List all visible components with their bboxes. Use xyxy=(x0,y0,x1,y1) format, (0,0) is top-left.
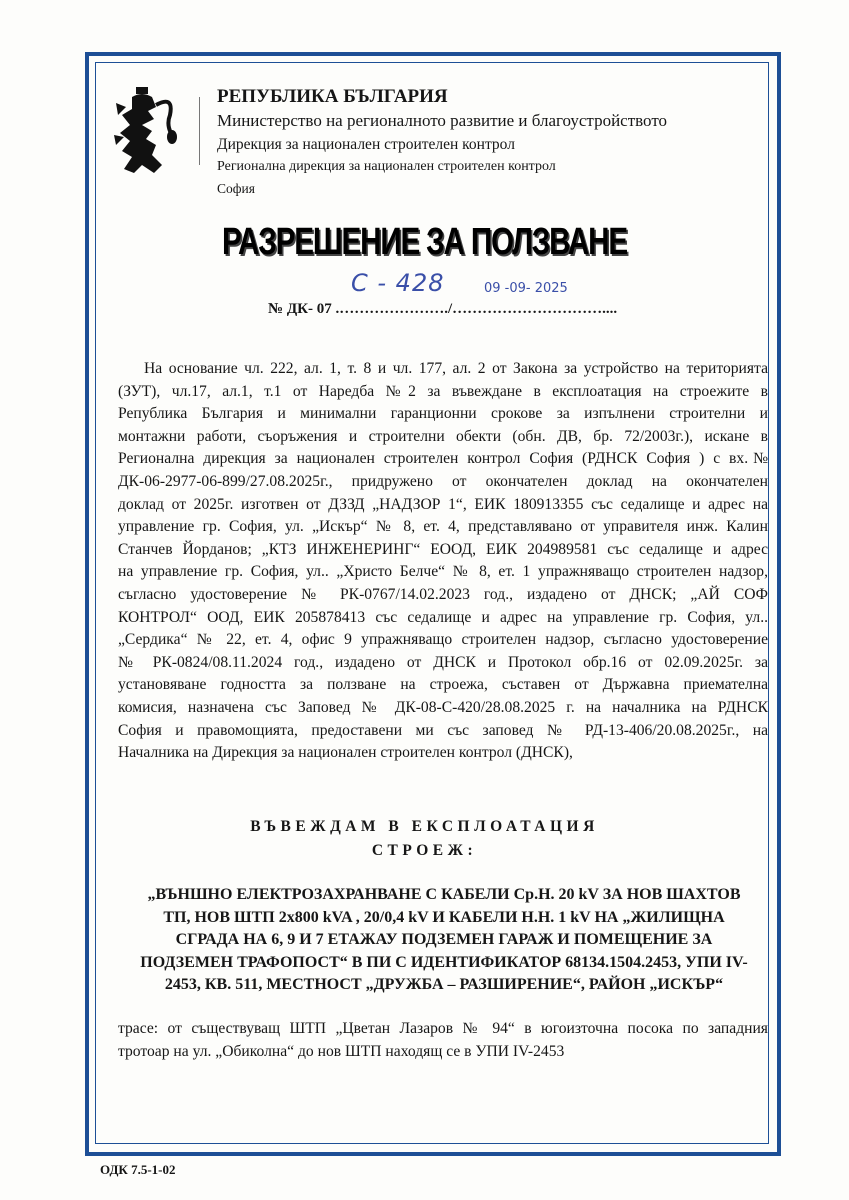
paragraph-line: съгласно удостоверение № РК-0767/14.02.2023 год., издадено от ДНСК; „АЙ СОФ xyxy=(118,585,768,603)
handwritten-number: С - 428 xyxy=(351,269,445,297)
object-title-line: „ВЪНШНО ЕЛЕКТРОЗАХРАНВАНЕ С КАБЕЛИ Ср.Н. 20 kV ЗА НОВ ШАХТОВ xyxy=(147,886,741,903)
directorate-name: Дирекция за национален строителен контрол xyxy=(217,136,515,153)
regional-directorate-name: Регионална дирекция за национален строителен контрол xyxy=(217,159,556,174)
paragraph-line: монтажни работи, съоръжения и строителни обекти (обн. ДВ, бр. 72/2003г.), искане в xyxy=(118,427,768,445)
city-name: София xyxy=(217,181,255,196)
paragraph-line: комисия, назначена със Заповед № ДК-08-С-420/28.08.2025 г. на началника на РДНСК xyxy=(118,698,768,716)
paragraph-line: „Сердика“ № 22, ет. 4, офис 9 упражняващо строителен надзор, съгласно удостоверение xyxy=(118,631,768,649)
legal-basis-paragraph xyxy=(118,358,768,765)
document-title: РАЗРЕШЕНИЕ ЗА ПОЛЗВАНЕ xyxy=(222,221,627,263)
paragraph-line: № РК-0824/08.11.2024 год., издадено от ДНСК и Протокол обр.16 от 02.09.2025г. за xyxy=(118,653,768,671)
ministry-name: Министерство на регионалното развитие и благоустройството xyxy=(217,111,668,130)
paragraph-line: доклад от 2025г. изготвен от ДЗЗД „НАДЗОР 1“, ЕИК 180913355 със седалище и адрес на xyxy=(118,495,768,513)
paragraph-line: на управление гр. София, ул.. „Христо Белче“ № 8, ет. 1 упражняващо строителен надзор, xyxy=(118,563,768,581)
paragraph-line: управление гр. София, ул. „Искър“ № 8, ет. 4, представлявано от управителя инж. Калин xyxy=(118,518,768,536)
route-paragraph xyxy=(118,1018,768,1063)
route-line: тротоар на ул. „Обиколна“ до нов ШТП находящ се в УПИ IV-2453 xyxy=(118,1042,565,1060)
paragraph-line: Станчев Йорданов; „КТЗ ИНЖЕНЕРИНГ“ ЕООД, ЕИК 204989581 със седалище и адрес xyxy=(118,540,768,558)
paragraph-line: ДК-06-2977-06-899/27.08.2025г., придружено от окончателен доклад на окончателен xyxy=(118,472,768,490)
object-title-line: ПОДЗЕМЕН ТРАФОПОСТ“ В ПИ С ИДЕНТИФИКАТОР 68134.1504.2453, УПИ IV- xyxy=(140,953,748,971)
route-line: трасе: от съществуващ ШТП „Цветан Лазаров № 94“ в югоизточна посока по западния xyxy=(118,1020,768,1037)
decision-subheading: СТРОЕЖ: xyxy=(371,842,478,859)
paragraph-line: установяване годността за ползване на строежа, съставен от Държавна приемателна xyxy=(118,676,768,694)
object-title-line: ТП, НОВ ШТП 2x800 kVA , 20/0,4 kV И КАБЕЛИ Н.Н. 1 kV НА „ЖИЛИЩНА xyxy=(163,908,725,926)
paragraph-line: Началника на Дирекция за национален строителен контрол (ДНСК), xyxy=(118,744,573,762)
paragraph-line: Република България и минимални гаранционни срокове за изпълнени строителни и xyxy=(118,405,768,423)
paragraph-line: КОНТРОЛ“ ООД, ЕИК 205878413 със седалище и адрес на управление гр. София, ул.. xyxy=(118,608,768,626)
paragraph-line: На основание чл. 222, ал. 1, т. 8 и чл. 177, ал. 2 от Закона за устройство на територията xyxy=(144,360,768,377)
coat-of-arms-lion-icon xyxy=(112,85,180,177)
header-divider xyxy=(199,97,200,165)
decision-heading: ВЪВЕЖДАМ В ЕКСПЛОАТАЦИЯ xyxy=(250,818,599,835)
country-name: РЕПУБЛИКА БЪЛГАРИЯ xyxy=(217,86,448,107)
paragraph-line: София и правомощията, предоставени ми със заповед № РД-13-406/20.08.2025г., на xyxy=(118,721,768,739)
paragraph-line: Регионална дирекция за национален строителен контрол София (РДНСК София ) с вх.№ xyxy=(118,450,768,468)
date-stamp: 09 -09- 2025 xyxy=(484,281,568,296)
form-code: ОДК 7.5-1-02 xyxy=(100,1162,176,1177)
permit-number-line: № ДК- 07 .…………………./………………………….... xyxy=(268,301,618,317)
paragraph-line: (ЗУТ), чл.17, ал.1, т.1 от Наредба №2 за въвеждане в експлоатация на строежите в xyxy=(118,382,768,400)
construction-object-title xyxy=(110,884,778,997)
object-title-line: 2453, КВ. 511, МЕСТНОСТ „ДРУЖБА – РАЗШИРЕНИЕ“, РАЙОН „ИСКЪР“ xyxy=(164,976,724,994)
object-title-line: СГРАДА НА 6, 9 И 7 ЕТАЖАУ ПОДЗЕМЕН ГАРАЖ И ПОМЕЩЕНИЕ ЗА xyxy=(175,931,713,949)
